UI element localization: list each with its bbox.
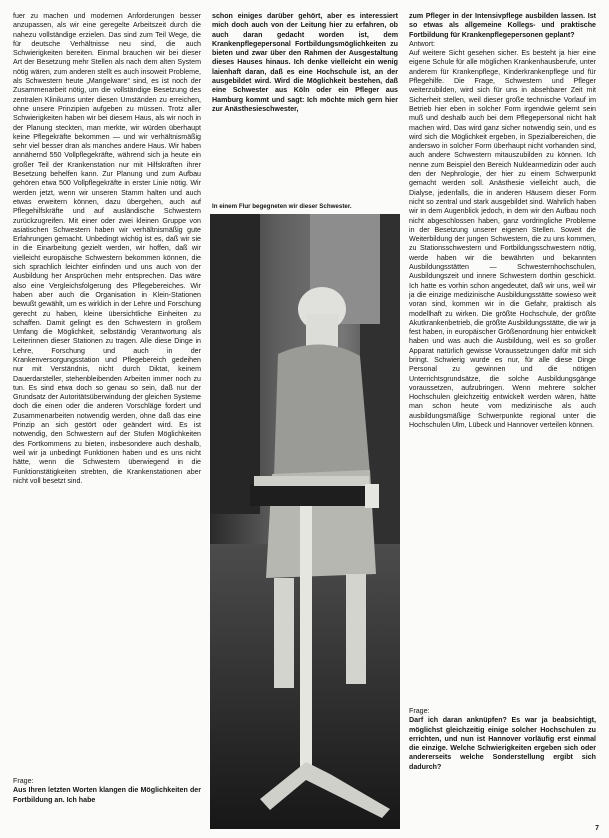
nurse-photo [210,214,400,829]
question-continued: zum Pfleger in der Intensivpflege ausbilden lassen. Ist so etwas als allgemeine Kollegs- und praktische Fortbildung für Krankenpflegepersonen geplant? [409,12,596,39]
answer-label: Antwort: [409,39,436,48]
photo-caption: In einem Flur begegneten wir dieser Schwester. [212,203,352,210]
page-number: 7 [595,825,599,832]
question-text: Aus Ihren letzten Worten klangen die Möglichkeiten der Fortbildung an. Ich habe [13,786,201,804]
column-1-body: fuer zu machen und modernen Anforderungen besser anzupassen, als wir eine geregelte Arbeitszeit durch die nahezu vollständige erzielen. Das sind zum Teil Wege, die für deutsche Verhältnisse neu sind, die auch Schwierigkeiten bereiten. Einmal brauchen wir bei dieser Art der Besetzung mehr Stellen als nach dem alten System nötig wären, zum anderen stellt es auch insoweit Probleme, als Schwestern heute „Mangelware“ sind, es ist noch der Zusammenarbeit nötig, um die vollständige Besetzung des zentralen Klinikums unter diesen Umständen zu erreichen, ohne unsere Prinzipien aufgeben zu müssen. Trotz aller Schwierigkeiten haben wir bei diesem Haus, als wir noch in der Planung steckten, man merkte, wir würden überhaupt keine Pflegekräfte bekommen — und wir verhältnismäßig sehr viel besser dran als manches andere Haus. Wir haben annähernd 550 Vollpflegekräfte, während sich ja heute ein großer Teil der Krankenstation nur mit Hilfskräften ihrer Besetzung behelfen kann. Zur Planung und zum Aufbau gehören etwa 500 Vollpflegekräfte in erster Linie nötig. Wir werden jetzt, wenn wir unseren Stamm halten und auch etwas erweitern können, dazu übergehen, auch auf Pflegehilfskräfte und auf ausländische Schwestern zurückzugreifen. Mit einer oder zwei kleinen Gruppe von asiatischen Schwestern haben wir verhältnismäßig gute Erfahrungen gemacht. Unbedingt wichtig ist es, daß wir sie in die Einarbeitung gezielt werden, wir hoffen, daß wir vielleicht europäische Schwestern bekommen können, die sich sprachlich leichter einfinden und uns auch von der Ausbildung her Ansprüchen mehr entsprechen. Das wäre also eine Vergleichsfolgerung des Pflegebereiches. Wir haben aber auch die Organisation in Klein-Stationen bewußt gewählt, um es wirklich in der Lehre und Forschung gerecht zu haben, kleine übersichtliche Einheiten zu schaffen. Damit gelingt es den Schwestern in großem Umfang die Möglichkeit, selbständig Verantwortung als Leiterinnen dieser Stationen zu tragen. Alle diese Dinge in Lehre, Forschung und auch in der Krankenversorgungsstation und Pflegebereich gedeihen nur mit Verständnis, nicht durch Diktat, keinem Dauerdarsteller, stehenbleibenden Arbeiten immer noch zu tun. Es sind etwa doch so genau so sein, daß nur der Grundsatz der Autoritätsüberwindung der gleichen Systeme doch die einen oder die anderen Vorschläge fordert und Zusammenarbeiten notwendig werden, ohne daß das eine Prinzip an sich gestört oder geändert wird. Es ist notwendig, den Schwestern auf der Stufen Möglichkeiten des Fortkommens zu bieten, insbesondere auch deshalb, weil wir ja unbedingt Funktionen haben und es uns nicht hätte, wenn die Schwestern überwiegend in die Funktionstätigkeiten strebten, die Krankenstationen aber nicht voll besetzt sind. [13,12,201,485]
column-3 [409,12,596,830]
question-label-2: Frage: [409,707,430,715]
question-text-2: Darf ich daran anknüpfen? Es war ja beabsichtigt, möglichst gleichzeitig einige solcher Hochschulen zu errichten, und nun ist Hannover vorläufig erst einmal die einzige. Welche Schwierigkeiten ergeben sich oder andererseits welche Sonderstellung ergibt sich dadurch? [409,716,596,771]
question-label: Frage: [13,777,34,785]
answer-text: Auf weitere Sicht gesehen sicher. Es besteht ja hier eine eigene Schule für alle möglichen Krankenhausberufe, unter anderem für Krankenpflege, Kinderkrankenpflege und für Pflegehilfe. Die Frage, Schwestern und Pfleger weiterzubilden, wird sich für uns in absehbarer Zeit mit Sicherheit stellen, weil dieser große technische Vorlauf im Betrieb hier eben in solcher Form irgendwie gelernt sein muß und deshalb auch bei dem Pflegepersonal nicht halt machen wird. Das wird ganz sicher notwendig sein, und es wird sich die Möglichkeit ergeben, in Spezialbereichen, die anderswo in solcher Form überhaupt nicht vorhanden sind, auch andere Schwestern mitauszubilden zu können. Ich nenne zum Beispiel den Bereich Nuklearmedizin oder auch den der Nephrologie, der hier zu einem Schwerpunkt gemacht werden soll. Anästhesie vielleicht auch, die Dialyse, jedenfalls, die in anderen Häusern dieser Form nicht so zentral und stark ausgebildet sind. Wahrlich haben wir in dem Augenblick jedoch, in dem wir den Aufbau noch nicht abgeschlossen haben, ganz vordringliche Probleme in der Besetzung unserer eigenen Stellen. Soweit die Weiterbildung der jungen Schwestern, die zu uns kommen, zu Stationsschwestern und Fortbildungsschwestern nötig, werde haben wir die bewährten und bekannten Ausbildungsstätten — Schwesternhochschulen, Ausbildungszeit und innere Schwestern dorthin geschickt. Ich hatte es vorhin schon angedeutet, daß wir uns, weil wir ja die einzige medizinische Ausbildungsstätte sowieso weit voran sind, kommen wir in die Gefahr, praktisch als modellhaft zu wirken. Die größte Hochschule, der größte Akutkrankenbetrieb, die größte Ausbildungsstätte, die wir ja fest haben, in europäischer Größenordnung hier entwickelt haben und was auch die Ausbildung, weil es so großer Apparat natürlich gewisse Voraussetzungen dafür mit sich bringt. Schwierig wurde es nur, für alle diese Dinge Personal zu gewinnen und die nötigen Unterrichtsgrundsätze, die solche Ausbildungsgänge voraussetzen, aufzubringen. Wenn mehrere solcher Hochschulen gleichzeitig entwickelt werden wären, hätte man schon heute vom medizinische als auch ausbildungsmäßige Schwerpunkte regional unter die Hochschulen Ulm, Lübeck und Hannover verteilen können. [409,49,596,430]
column-2 [212,12,398,198]
column-2-body: schon einiges darüber gehört, aber es interessiert mich doch auch von der Leitung hier zu erfahren, ob auch daran gedacht worden ist, dem Krankenpflegepersonal Fortbildungsmöglichkeiten zu bieten und zwar über den Rahmen der Ausgestaltung dieses Hauses hinaus. Ich denke vielleicht ein wenig laienhaft daran, daß es eine Hochschule ist, an der ausgebildet wird. Wird die Möglichkeit bestehen, daß eine Schwester aus Köln oder ein Pfleger aus Hamburg kommt und sagt: Ich möchte mich gern hier zur Anästhesieschwester, [212,12,398,113]
column-1 [13,12,201,830]
